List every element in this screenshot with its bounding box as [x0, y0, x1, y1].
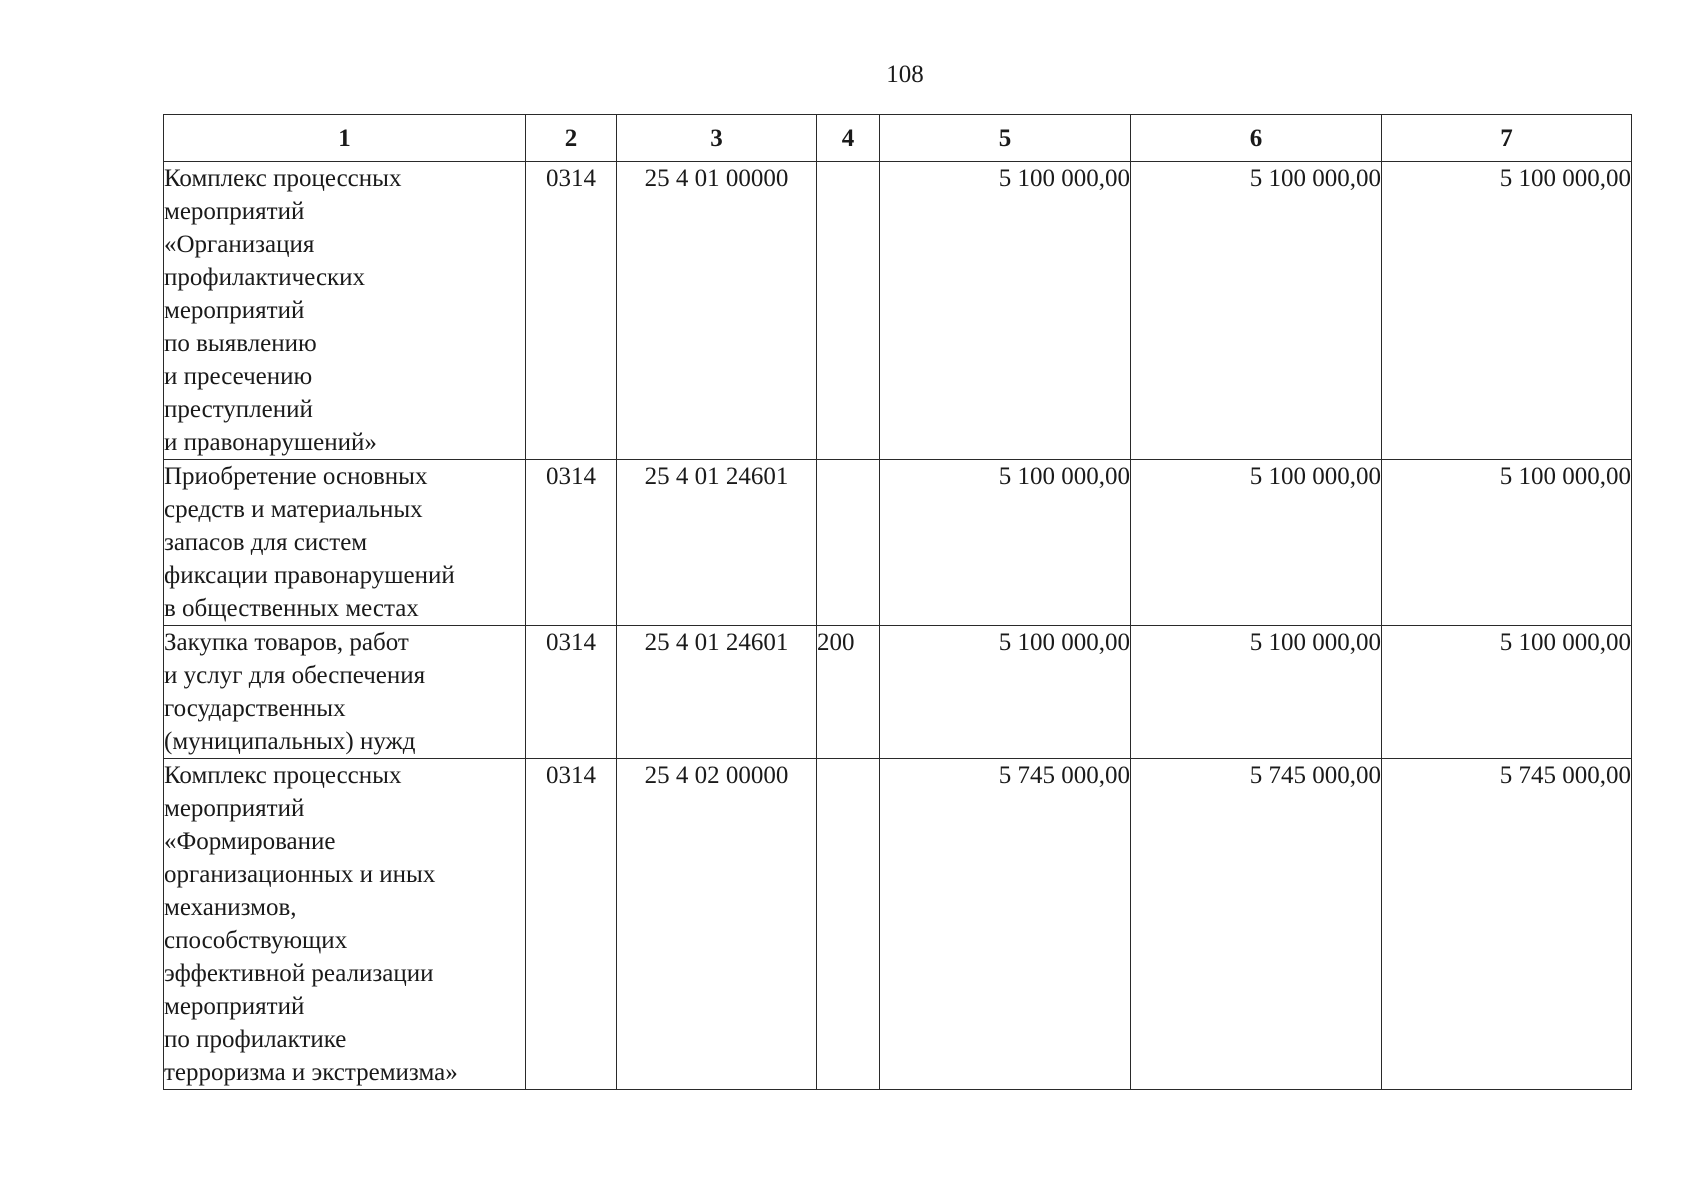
row-name-line: мероприятий [164, 993, 305, 1020]
row-name-line: способствующих [164, 927, 348, 954]
row-amount-5: 5 100 000,00 [880, 162, 1131, 460]
row-kind [817, 162, 880, 460]
row-name-line: терроризма и экстремизма» [164, 1059, 458, 1086]
row-kind [817, 460, 880, 626]
row-name [164, 162, 526, 460]
row-name-line: средств и материальных [164, 496, 423, 523]
row-amount-7: 5 100 000,00 [1382, 460, 1632, 626]
row-section: 0314 [526, 626, 617, 759]
row-name-line: и услуг для обеспечения [164, 662, 426, 689]
row-name-line: эффективной реализации [164, 960, 434, 987]
row-name-line: (муниципальных) нужд [164, 728, 416, 755]
column-header: 4 [817, 115, 880, 162]
row-name [164, 460, 526, 626]
row-amount-6: 5 100 000,00 [1131, 626, 1382, 759]
row-name-line: и пресечению [164, 363, 313, 390]
row-name-line: преступлений [164, 396, 313, 423]
row-amount-5: 5 100 000,00 [880, 460, 1131, 626]
row-name [164, 626, 526, 759]
row-name-line: «Формирование [164, 828, 336, 855]
row-name-line: «Организация [164, 231, 315, 258]
row-section: 0314 [526, 162, 617, 460]
row-name-line: и правонарушений» [164, 429, 377, 456]
row-code: 25 4 02 00000 [617, 759, 817, 1090]
row-section: 0314 [526, 460, 617, 626]
page-number: 108 [886, 61, 924, 88]
row-kind [817, 759, 880, 1090]
row-section: 0314 [526, 759, 617, 1090]
row-name-line: запасов для систем [164, 529, 368, 556]
row-amount-7: 5 745 000,00 [1382, 759, 1632, 1090]
row-name-line: профилактических [164, 264, 366, 291]
row-name-line: Закупка товаров, работ [164, 629, 409, 656]
row-name-line: по профилактике [164, 1026, 347, 1053]
row-amount-7: 5 100 000,00 [1382, 162, 1632, 460]
row-amount-6: 5 100 000,00 [1131, 460, 1382, 626]
row-name-line: мероприятий [164, 198, 305, 225]
row-name-line: фиксации правонарушений [164, 562, 455, 589]
table-row [164, 460, 1632, 626]
column-header: 6 [1131, 115, 1382, 162]
row-code: 25 4 01 24601 [617, 626, 817, 759]
row-name-line: государственных [164, 695, 346, 722]
column-header: 7 [1382, 115, 1632, 162]
table-row [164, 162, 1632, 460]
row-amount-5: 5 745 000,00 [880, 759, 1131, 1090]
table-row [164, 626, 1632, 759]
row-name-line: мероприятий [164, 795, 305, 822]
row-amount-7: 5 100 000,00 [1382, 626, 1632, 759]
row-name-line: организационных и иных [164, 861, 436, 888]
header-row [164, 115, 1632, 162]
column-header: 2 [526, 115, 617, 162]
budget-table [163, 114, 1632, 1090]
row-amount-6: 5 100 000,00 [1131, 162, 1382, 460]
column-header: 3 [617, 115, 817, 162]
table-row [164, 759, 1632, 1090]
row-name [164, 759, 526, 1090]
row-name-line: в общественных местах [164, 595, 419, 622]
row-amount-5: 5 100 000,00 [880, 626, 1131, 759]
row-code: 25 4 01 00000 [617, 162, 817, 460]
row-kind: 200 [817, 626, 880, 759]
column-header: 5 [880, 115, 1131, 162]
row-name-line: механизмов, [164, 894, 297, 921]
row-name-line: Комплекс процессных [164, 762, 402, 789]
row-name-line: Приобретение основных [164, 463, 428, 490]
row-name-line: мероприятий [164, 297, 305, 324]
row-name-line: Комплекс процессных [164, 165, 402, 192]
row-code: 25 4 01 24601 [617, 460, 817, 626]
column-header: 1 [164, 115, 526, 162]
row-name-line: по выявлению [164, 330, 317, 357]
row-amount-6: 5 745 000,00 [1131, 759, 1382, 1090]
